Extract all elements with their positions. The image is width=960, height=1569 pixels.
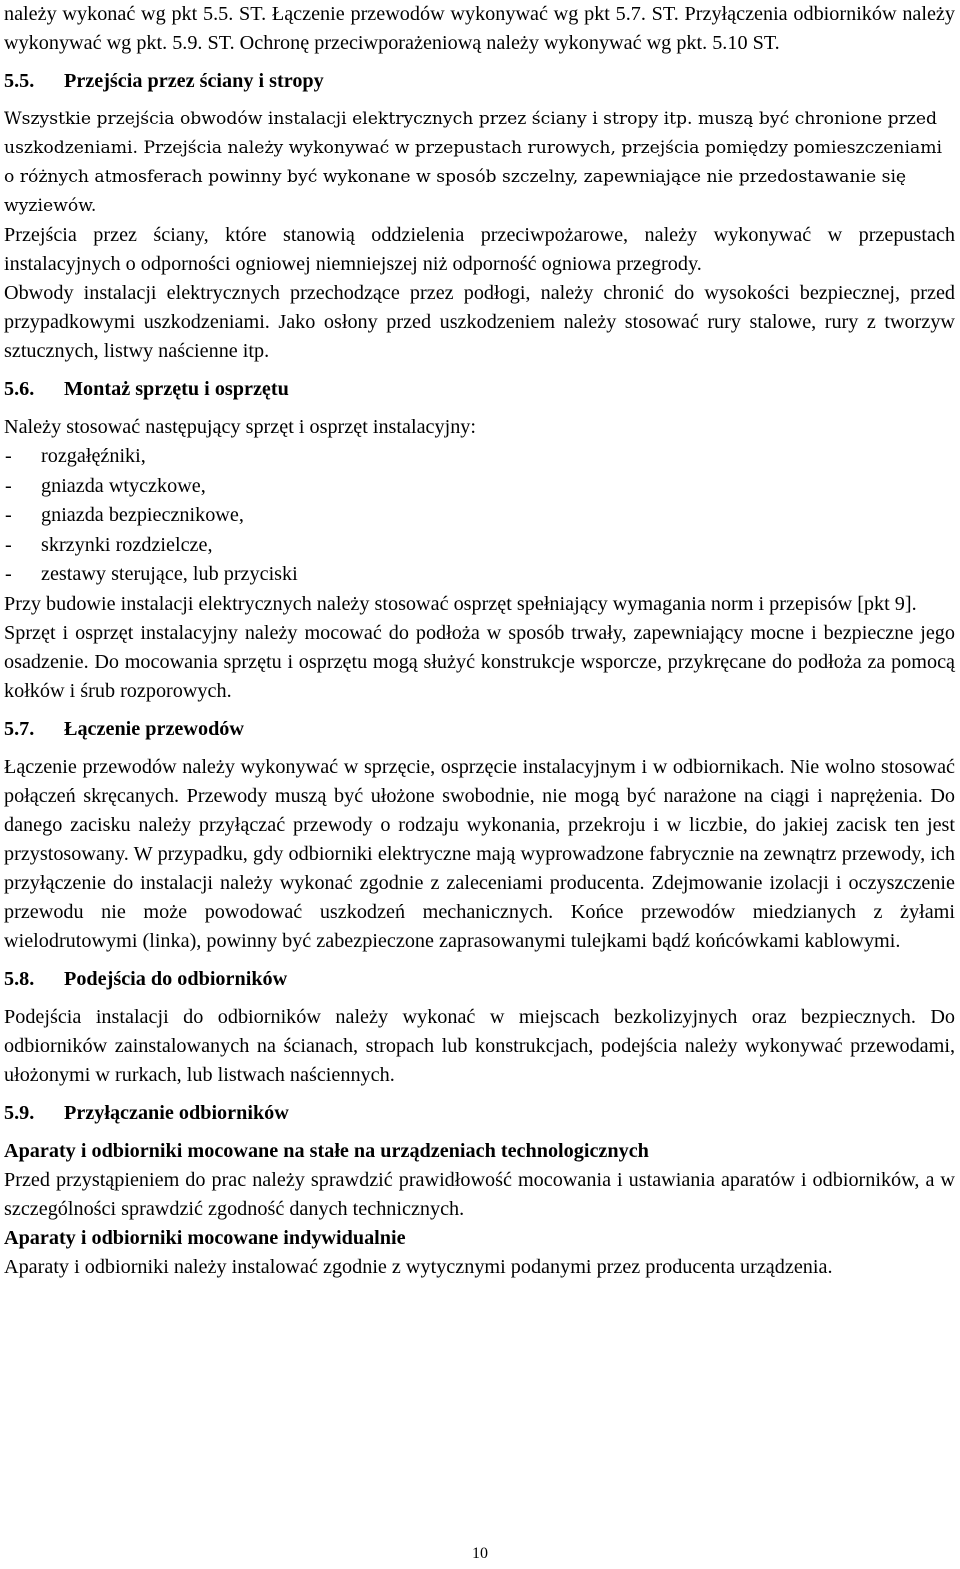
section-5-7-heading (4, 715, 955, 744)
section-5-5-paragraph-1: Wszystkie przejścia obwodów instalacji elektrycznych przez ściany i stropy itp. muszą być chronione przed uszkodzeniami. Przejścia należy wykonywać w przepustach rurowych, przejścia pomiędzy pomieszczeniami o różnych atmosferach powinny być wykonane w sposób szczelny, zapewniające nie przedostawanie się wyziewów. (4, 109, 943, 216)
section-5-6-paragraph-1: Przy budowie instalacji elektrycznych należy stosować osprzęt spełniający wymagania norm i przepisów [pkt 9]. (4, 592, 917, 615)
section-5-5-paragraph-3: Obwody instalacji elektrycznych przechodzące przez podłogi, należy chronić do wysokości bezpiecznej, przed przypadkowymi uszkodzeniami. Jako osłony przed uszkodzeniem należy stosować rury stalowe, rury z tworzyw sztucznych, listwy naścienne itp. (4, 282, 955, 362)
section-5-9-paragraph-2: Aparaty i odbiorniki należy instalować zgodnie z wytycznymi podanymi przez producenta urządzenia. (4, 1255, 833, 1278)
intro-paragraph: należy wykonać wg pkt 5.5. ST. Łączenie przewodów wykonywać wg pkt 5.7. ST. Przyłączenia odbiorników należy wykonywać wg pkt. 5.9. ST. Ochronę przeciwporażeniową należy wykonywać wg pkt. 5.10 ST. (4, 3, 955, 54)
section-5-9-subheading-1: Aparaty i odbiorniki mocowane na stałe na urządzeniach technologicznych (4, 1139, 649, 1162)
section-5-9-subheading-2: Aparaty i odbiorniki mocowane indywidualnie (4, 1226, 406, 1249)
section-number: 5.8. (4, 967, 35, 990)
section-title: Podejścia do odbiorników (64, 967, 288, 990)
equipment-list (4, 442, 955, 590)
section-5-8-heading (4, 965, 955, 994)
page-number: 10 (472, 1545, 488, 1562)
list-item: - zestawy sterujące, lub przyciski (4, 560, 955, 590)
section-title: Łączenie przewodów (64, 717, 244, 740)
section-title: Montaż sprzętu i osprzętu (64, 378, 289, 400)
section-5-9-heading (4, 1099, 955, 1128)
dash-bullet: - (5, 445, 12, 467)
section-title: Przejścia przez ściany i stropy (64, 70, 324, 92)
section-5-8-paragraph-1: Podejścia instalacji do odbiorników należy wykonać w miejscach bezkolizyjnych oraz bezpiecznych. Do odbiorników zainstalowanych na ścianach, stropach lub konstrukcjach, podejścia należy wykonywać przewodami, ułożonymi w rurkach, lub listwach naściennych. (4, 1005, 955, 1086)
list-item: - gniazda wtyczkowe, (4, 472, 955, 502)
section-5-9-paragraph-1: Przed przystąpieniem do prac należy sprawdzić prawidłowość mocowania i ustawiania aparatów i odbiorników, a w szczególności sprawdzić zgodność danych technicznych. (4, 1168, 955, 1220)
section-number: 5.9. (4, 1101, 35, 1124)
list-item: - gniazda bezpiecznikowe, (4, 501, 955, 531)
section-5-7-paragraph-1: Łączenie przewodów należy wykonywać w sprzęcie, osprzęcie instalacyjnym i w odbiornikach. Nie wolno stosować połączeń skręcanych. Przewody muszą być ułożone swobodnie, nie mogą być narażone na ciągi i naprężenia. Do danego zacisku należy przyłączać przewody o rodzaju wykonania, przekroju i w liczbie, do jakiej zacisk ten jest przystosowany. W przypadku, gdy odbiorniki elektryczne mają wyprowadzone fabrycznie na zewnątrz przewody, ich przyłączenie do instalacji należy wykonać zgodnie z zaleceniami producenta. Zdejmowanie izolacji i oczyszczenie przewodu nie może powodować uszkodzeń mechanicznych. Końce przewodów miedzianych z żyłami wielodrutowymi (linka), powinny być zabezpieczone zaprasowanymi tulejkami bądź końcówkami kablowymi. (4, 755, 955, 952)
section-number: 5.7. (4, 717, 35, 740)
list-item: - rozgałęźniki, (4, 442, 955, 472)
section-number: 5.6. (4, 378, 35, 400)
dash-bullet: - (5, 563, 12, 585)
section-5-6-heading (4, 375, 955, 404)
section-5-6-lead: Należy stosować następujący sprzęt i osprzęt instalacyjny: (4, 416, 477, 438)
section-5-5-paragraph-2: Przejścia przez ściany, które stanowią oddzielenia przeciwpożarowe, należy wykonywać w przepustach instalacyjnych o odporności ogniowej niemniejszej niż odporność ogniowa przegrody. (4, 224, 955, 275)
section-5-5-heading (4, 67, 955, 96)
section-title: Przyłączanie odbiorników (64, 1101, 289, 1124)
dash-bullet: - (5, 533, 12, 556)
dash-bullet: - (5, 504, 12, 526)
document-page (4, 0, 955, 1282)
section-number: 5.5. (4, 70, 35, 92)
section-5-6-paragraph-2: Sprzęt i osprzęt instalacyjny należy mocować do podłoża w sposób trwały, zapewniający mocne i bezpieczne jego osadzenie. Do mocowania sprzętu i osprzętu mogą służyć konstrukcje wsporcze, przykręcane do podłoża za pomocą kołków i śrub rozporowych. (4, 621, 955, 702)
list-item: - skrzynki rozdzielcze, (4, 531, 955, 561)
dash-bullet: - (5, 474, 12, 497)
